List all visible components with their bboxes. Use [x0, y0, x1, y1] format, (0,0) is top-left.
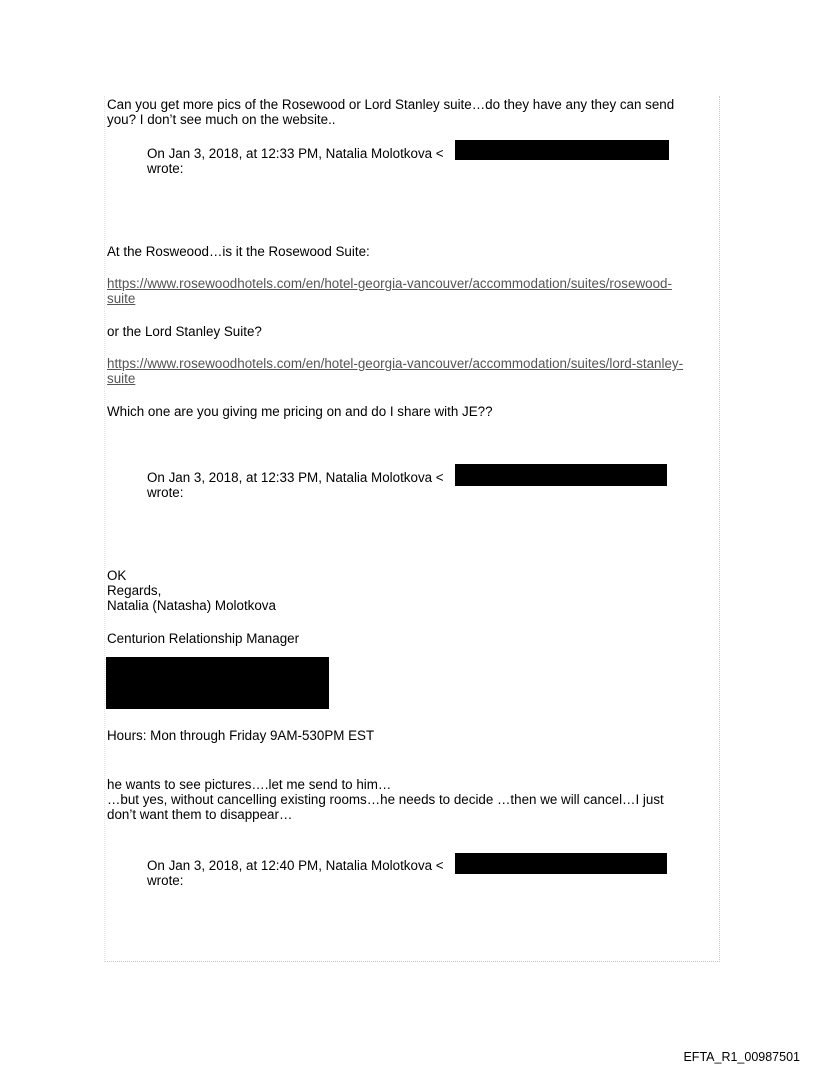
quote-wrote-1: wrote: — [147, 161, 184, 176]
quote-wrote-3: wrote: — [147, 873, 184, 888]
rosewood-suite-link[interactable]: https://www.rosewoodhotels.com/en/hotel-georgia-vancouver/accommodation/suites/rosewood- — [107, 276, 672, 291]
message-line-1: he wants to see pictures….let me send to him… — [107, 777, 392, 792]
ok-line: OK — [107, 568, 127, 583]
message-intro: At the Rosweood…is it the Rosewood Suite: — [107, 244, 370, 259]
bates-number: EFTA_R1_00987501 — [683, 1050, 800, 1064]
quote-header-text: On Jan 3, 2018, at 12:33 PM, Natalia Molotkova < — [147, 146, 444, 161]
email-body-frame — [104, 96, 720, 962]
quote-header-text: On Jan 3, 2018, at 12:33 PM, Natalia Molotkova < — [147, 470, 444, 485]
regards-line: Regards, — [107, 583, 162, 598]
message-line-3: don’t want them to disappear… — [107, 807, 293, 822]
rosewood-suite-link-cont[interactable]: suite — [107, 291, 136, 306]
redaction-box — [455, 140, 669, 160]
redaction-box — [455, 464, 667, 486]
quote-wrote-2: wrote: — [147, 485, 184, 500]
message-question: Which one are you giving me pricing on and do I share with JE?? — [107, 404, 493, 419]
reply-line-1: Can you get more pics of the Rosewood or Lord Stanley suite…do they have any they can send — [107, 97, 675, 112]
signature-title: Centurion Relationship Manager — [107, 631, 300, 646]
message-or-line: or the Lord Stanley Suite? — [107, 324, 262, 339]
redaction-box — [455, 853, 667, 874]
lord-stanley-suite-link[interactable]: https://www.rosewoodhotels.com/en/hotel-georgia-vancouver/accommodation/suites/lord-stanley- — [107, 356, 684, 371]
reply-line-2: you? I don’t see much on the website.. — [107, 112, 336, 127]
signature-name: Natalia (Natasha) Molotkova — [107, 598, 276, 613]
message-line-2: …but yes, without cancelling existing rooms…he needs to decide …then we will cancel…I just — [107, 792, 664, 807]
quote-header-text: On Jan 3, 2018, at 12:40 PM, Natalia Molotkova < — [147, 858, 444, 873]
lord-stanley-suite-link-cont[interactable]: suite — [107, 371, 136, 386]
redaction-box — [106, 657, 329, 709]
signature-hours: Hours: Mon through Friday 9AM-530PM EST — [107, 728, 375, 743]
